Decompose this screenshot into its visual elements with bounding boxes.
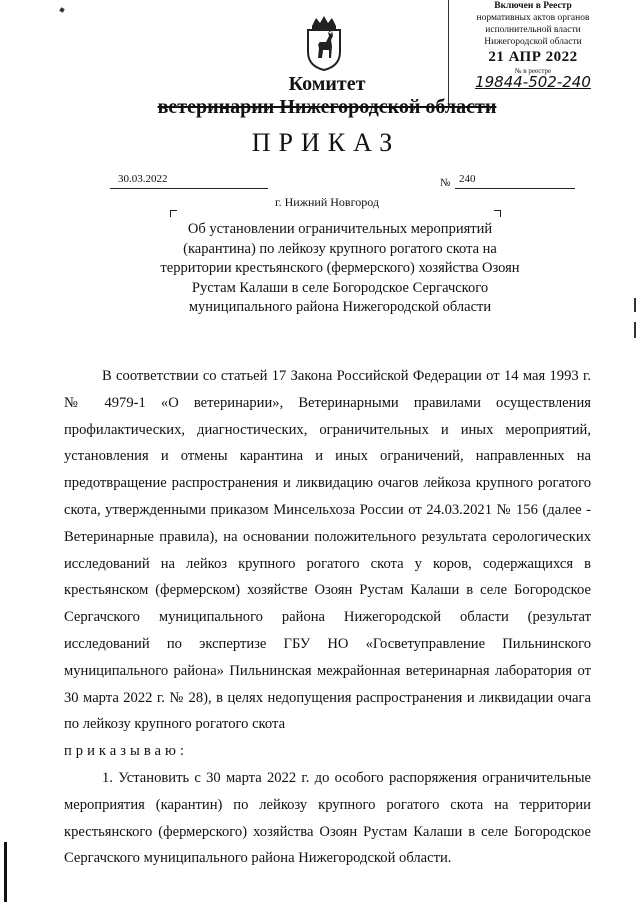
stamp-line-4: Нижегородской области bbox=[484, 37, 582, 47]
document-date: 30.03.2022 bbox=[110, 173, 268, 189]
org-name-line-2 bbox=[0, 96, 640, 119]
document-city: г. Нижний Новгород bbox=[275, 195, 379, 209]
stamp-line-1: Включен в Реестр bbox=[494, 1, 572, 11]
stamp-date: 21 АПР 2022 bbox=[488, 49, 578, 65]
right-margin-mark bbox=[634, 298, 636, 312]
document-body bbox=[64, 363, 591, 872]
org-name-line-1: Комитет bbox=[288, 73, 366, 95]
stamp-reg-label: № в реестре bbox=[514, 67, 552, 75]
document-subject: Об установлении ограничительных мероприятий (карантина) по лейкозу крупного рогатого скота на территории крестьянского (фермерского) хозяйства Озоян Рустам Калаши в селе Богородское Сергачского муниципального района Нижегородской области bbox=[160, 221, 520, 315]
org-name-text: ветеринарии Нижегородской области bbox=[157, 96, 497, 118]
scan-mark bbox=[59, 7, 64, 12]
stamp-line-2: нормативных актов органов bbox=[476, 13, 590, 23]
document-number: 240 bbox=[455, 173, 575, 189]
number-label: № bbox=[440, 177, 451, 189]
stamp-reg-number: 19844-502-240 bbox=[475, 73, 591, 91]
subject-corner-right bbox=[494, 210, 501, 217]
subject-corner-left bbox=[170, 210, 177, 217]
left-margin-mark bbox=[4, 842, 7, 902]
order-word: приказываю: bbox=[64, 743, 188, 760]
stamp-line-3: исполнительной власти bbox=[485, 25, 581, 35]
order-item-1: 1. Установить с 30 марта 2022 г. до особого распоряжения ограничительные мероприятия (карантин) по лейкозу крупного рогатого скота на территории крестьянского (фермерского) хозяйства Озоян Рустам Калаши в селе Богородское Сергачского муниципального района Нижегородской области. bbox=[64, 769, 591, 867]
preamble-paragraph: В соответствии со статьей 17 Закона Российской Федерации от 14 мая 1993 г. № 4979-1 «О ветеринарии», Ветеринарными правилами осуществления профилактических, диагностических, ограничительных и иных мероприятий, установления и отмены карантина и иных ограничений, направленных на предотвращение распространения и ликвидацию очагов лейкоза крупного рогатого скота, утвержденными приказом Минсельхоза России от 24.03.2021 № 156 (далее - Ветеринарные правила), на основании положительного результата серологических исследований на лейкоз крупного рогатого скота у коров, содержащихся в крестьянском (фермерском) хозяйстве Озоян Рустам Калаши в селе Богородское Сергачского муниципального района Нижегородской области (результат исследований по экспертизе ГБУ НО «Госветуправление Пильнинского муниципального района» Пильнинская межрайонная ветеринарная лаборатория от 30 марта 2022 г. № 28), в целях недопущения распространения и ликвидации очага по лейкозу крупного рогатого скота bbox=[64, 368, 591, 733]
coat-of-arms-icon bbox=[302, 14, 346, 72]
right-margin-mark bbox=[634, 322, 636, 338]
document-type-title: ПРИКАЗ bbox=[251, 128, 401, 157]
